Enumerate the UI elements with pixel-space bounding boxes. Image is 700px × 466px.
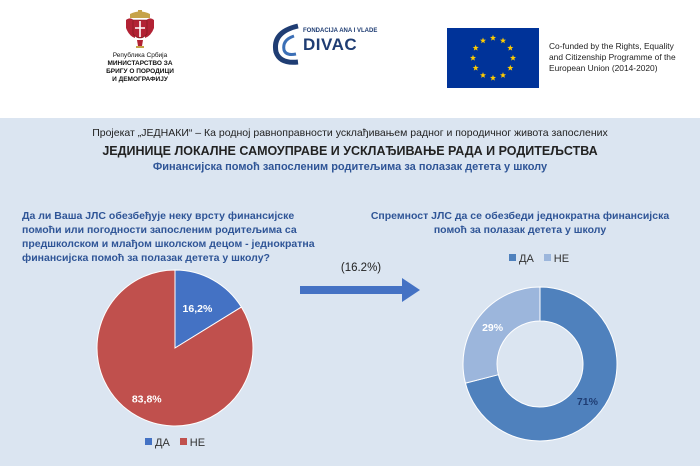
legend-item [180,437,205,449]
donut-chart-willingness [460,284,620,444]
legend-swatch [509,254,516,261]
data-label: 29% [482,322,504,335]
legend-label: НЕ [189,437,206,449]
ministry-name [95,52,185,84]
legend-swatch [180,438,187,445]
pie-chart-provides-assistance [95,268,255,428]
legend-item [544,253,569,265]
divac-foundation-logo-icon [268,22,304,68]
ministry-line: Република Србија [112,52,168,59]
project-name: Пројекат „ЈЕДНАКИ“ – Ка родној равноправности усклађивањем радног и породичног живота запослених [92,127,608,139]
page-title: ЈЕДИНИЦЕ ЛОКАЛНЕ САМОУПРАВЕ И УСКЛАЂИВАЊЕ РАДА И РОДИТЕЉСТВА [102,144,598,158]
data-label: 71% [576,395,598,408]
eu-flag-icon [447,28,539,88]
ministry-line: МИНИСТАРСТВО ЗА [107,60,173,67]
left-question-line: Да ли Ваша ЈЛС обезбеђује неку врсту финансијске [22,210,295,222]
arrow-label: (16.2%) [340,262,382,274]
eu-text-line: European Union (2014-2020) [549,63,658,73]
left-question-line: предшколском и млађом школском децом - једнократна [22,238,315,250]
slice-ne [463,287,540,383]
legend-item [509,253,534,265]
ministry-line: И ДЕМОГРАФИЈУ [112,76,168,83]
legend-label: ДА [155,437,170,449]
legend-swatch [145,438,152,445]
eu-text-line: Co-funded by the Rights, Equality [549,41,674,51]
legend-label: НЕ [553,253,570,265]
header [0,0,700,118]
serbia-coat-of-arms-icon [125,10,155,50]
left-question-line: помоћи или погодности запосленим родитељима са [22,224,297,236]
divac-foundation-name: FONDACIJA ANA I VLADE [303,28,378,34]
legend-label: ДА [519,253,534,265]
pie-legend [145,437,215,449]
left-question [22,209,322,265]
right-arrow-icon [300,278,420,302]
data-label: 83,8% [131,393,162,406]
divac-brand: DIVAC [303,35,358,54]
eu-text-line: and Citizenship Programme of the [549,52,676,62]
data-label: 16,2% [182,302,213,315]
right-question [360,209,680,237]
legend-item [145,437,170,449]
ministry-line: БРИГУ О ПОРОДИЦИ [106,68,174,75]
eu-funding-text [549,41,699,74]
right-question-line: помоћ за полазак детета у школу [433,224,607,236]
legend-swatch [544,254,551,261]
right-question-line: Спремност ЈЛС да се обезбеди једнократна финансијска [370,210,670,222]
left-question-line: финансијска помоћ за полазак детета у школу? [22,252,270,264]
donut-legend [509,253,579,265]
page-subtitle: Финансијска помоћ запосленим родитељима за полазак детета у школу [152,161,548,173]
